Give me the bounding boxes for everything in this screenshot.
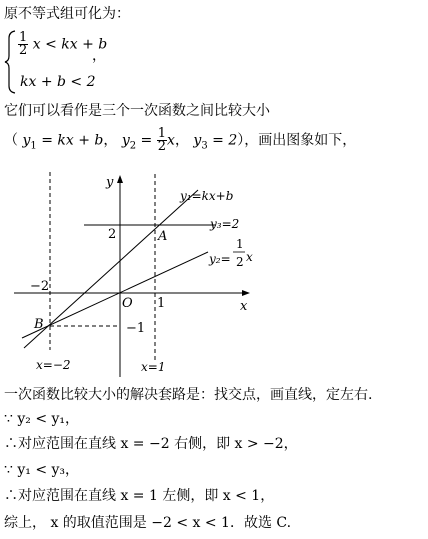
therefore-right-of-neg2: ∴对应范围在直线 x = −2 右侧，即 x > −2，: [4, 436, 298, 452]
system-comma: ，: [92, 48, 106, 64]
point-b-label: B: [34, 317, 44, 332]
row-1-text: x < kx + b: [32, 36, 108, 53]
y2-variable: x: [167, 132, 175, 149]
tick-neg1: −1: [126, 321, 146, 336]
inequality-system: [4, 28, 144, 98]
one-half-fraction: [18, 32, 28, 57]
brace-icon: [4, 30, 18, 94]
close-text: ），画出图象如下，: [237, 132, 357, 149]
y2-label-den: 2: [236, 255, 244, 269]
y1-definition: = kx + b: [36, 132, 104, 149]
y3-symbol: y: [193, 132, 202, 149]
y2-fraction: [157, 128, 167, 153]
fraction-denominator: 2: [157, 139, 167, 154]
method-line: 一次函数比较大小的解决套路是：找交点，画直线，定左右.: [4, 387, 373, 403]
y1-subscript: 1: [30, 140, 37, 152]
x-1-label: x=1: [141, 360, 166, 374]
open-paren: （: [4, 132, 18, 149]
intro-line: 原不等式组可化为：: [4, 6, 130, 22]
y2-subscript: 2: [129, 140, 137, 152]
x-axis-arrow-icon: [242, 290, 250, 296]
tick-neg2: −2: [30, 279, 50, 294]
y2-equals: =: [136, 132, 157, 149]
because-y2-lt-y1: ∵ y₂ < y₁，: [4, 411, 80, 427]
tick-1: 1: [157, 296, 166, 311]
because-y1-lt-y3: ∵ y₁ < y₃，: [4, 462, 80, 478]
function-definitions: [4, 128, 356, 154]
separator: ，: [103, 132, 118, 149]
separator: ，: [174, 132, 189, 149]
point-a-label: A: [158, 229, 168, 244]
y1-label: y₁=kx+b: [180, 189, 234, 203]
fraction-denominator: 2: [19, 43, 28, 58]
y3-definition: = 2: [207, 132, 238, 149]
y2-label-lhs: y₂=: [209, 252, 231, 266]
y3-label: y₃=2: [210, 217, 240, 231]
y3-subscript: 3: [201, 140, 208, 152]
comparison-line: 它们可以看作是三个一次函数之间比较大小: [4, 103, 270, 119]
y2-label-num: 1: [236, 237, 244, 251]
conclusion-line: 综上， x 的取值范围是 −2 < x < 1．故选 C.: [4, 515, 292, 531]
x-neg2-label: x=−2: [36, 358, 71, 372]
y-axis-arrow-icon: [117, 175, 123, 183]
y2-label-x: x: [246, 250, 253, 264]
fraction-numerator: 1: [157, 126, 167, 141]
x-axis-label: x: [240, 299, 248, 314]
y2-symbol: y: [121, 132, 130, 149]
y1-symbol: y: [22, 132, 31, 149]
therefore-left-of-1: ∴对应范围在直线 x = 1 左侧，即 x < 1，: [4, 488, 275, 504]
function-graph: [0, 160, 428, 382]
fraction-numerator: 1: [19, 30, 28, 45]
system-row-2: kx + b < 2: [20, 74, 96, 90]
y-axis-label: y: [106, 175, 114, 190]
origin-label: O: [122, 296, 133, 311]
tick-2: 2: [108, 227, 117, 242]
